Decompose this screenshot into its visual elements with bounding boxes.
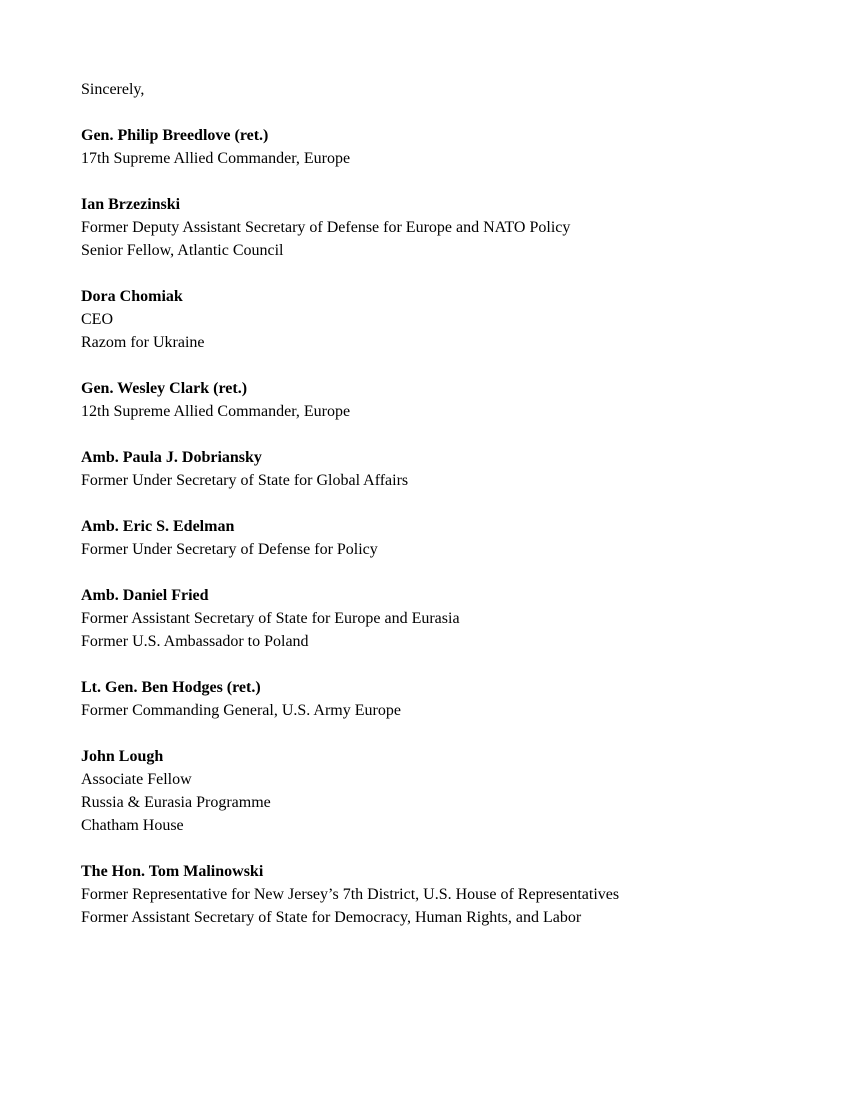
- signatory-name: The Hon. Tom Malinowski: [81, 863, 264, 880]
- signatory-title: Associate Fellow: [81, 771, 192, 788]
- signatory-title: 12th Supreme Allied Commander, Europe: [81, 403, 351, 420]
- signatory-title: CEO: [81, 311, 113, 328]
- signatory-block: [81, 285, 842, 354]
- signatory-name: John Lough: [81, 748, 164, 765]
- signatory-block: [81, 860, 842, 929]
- signatory-block: [81, 377, 842, 423]
- signatory-name: Dora Chomiak: [81, 288, 183, 305]
- signatory-name: Ian Brzezinski: [81, 196, 181, 213]
- signatory-title: Former Assistant Secretary of State for Europe and Eurasia: [81, 610, 460, 627]
- signatory-block: [81, 446, 842, 492]
- closing-salutation: Sincerely,: [81, 81, 145, 98]
- signatory-title: Senior Fellow, Atlantic Council: [81, 242, 284, 259]
- signatory-name: Amb. Eric S. Edelman: [81, 518, 235, 535]
- signatory-title: Razom for Ukraine: [81, 334, 205, 351]
- signatory-title: Former Representative for New Jersey’s 7th District, U.S. House of Representatives: [81, 886, 620, 903]
- signatory-name: Gen. Philip Breedlove (ret.): [81, 127, 269, 144]
- signatory-title: Former U.S. Ambassador to Poland: [81, 633, 309, 650]
- signatory-title: Former Assistant Secretary of State for Democracy, Human Rights, and Labor: [81, 909, 582, 926]
- signatory-block: [81, 676, 842, 722]
- signatory-title: Russia & Eurasia Programme: [81, 794, 271, 811]
- signatory-title: 17th Supreme Allied Commander, Europe: [81, 150, 351, 167]
- signatory-name: Amb. Paula J. Dobriansky: [81, 449, 262, 466]
- signatory-name: Lt. Gen. Ben Hodges (ret.): [81, 679, 261, 696]
- signatory-block: [81, 124, 842, 170]
- signatory-title: Former Under Secretary of State for Global Affairs: [81, 472, 409, 489]
- signatory-name: Amb. Daniel Fried: [81, 587, 209, 604]
- signatory-block: [81, 515, 842, 561]
- signatory-name: Gen. Wesley Clark (ret.): [81, 380, 248, 397]
- signatory-title: Former Under Secretary of Defense for Policy: [81, 541, 378, 558]
- signatory-block: [81, 193, 842, 262]
- signatory-list: [81, 124, 842, 929]
- signatory-title: Former Deputy Assistant Secretary of Defense for Europe and NATO Policy: [81, 219, 571, 236]
- signatory-title: Former Commanding General, U.S. Army Europe: [81, 702, 401, 719]
- signatory-title: Chatham House: [81, 817, 184, 834]
- signatory-block: [81, 745, 842, 837]
- signatory-block: [81, 584, 842, 653]
